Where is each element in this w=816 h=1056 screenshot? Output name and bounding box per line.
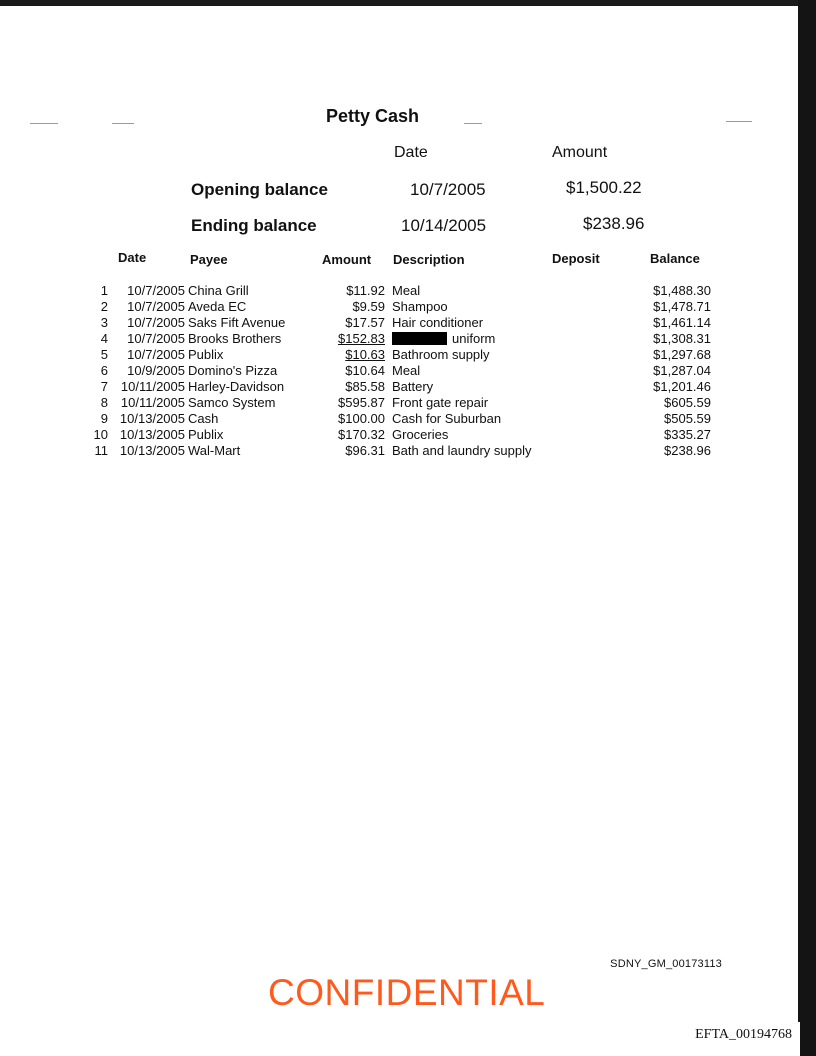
row-description: Front gate repair (392, 395, 489, 410)
row-number: 5 (100, 347, 108, 362)
row-date: 10/7/2005 (127, 283, 185, 298)
page-title: Petty Cash (326, 106, 420, 126)
row-description: Groceries (392, 427, 449, 442)
row-amount: $17.57 (345, 315, 385, 330)
row-payee: Saks Fift Avenue (188, 315, 286, 330)
scan-top-edge (0, 0, 816, 6)
summary-date-header: Date (394, 144, 428, 161)
table-row (0, 427, 816, 443)
row-balance: $1,461.14 (653, 315, 711, 330)
table-row (0, 411, 816, 427)
row-description: Hair conditioner (392, 315, 484, 330)
ending-balance-label: Ending balance (191, 216, 317, 235)
row-balance: $1,478.71 (653, 299, 711, 314)
row-amount: $595.87 (338, 395, 385, 410)
row-number: 1 (100, 283, 108, 298)
row-number: 9 (100, 411, 108, 426)
row-balance: $1,297.68 (653, 347, 711, 362)
table-row (0, 395, 816, 411)
row-number: 8 (100, 395, 108, 410)
footer-strip (0, 1022, 800, 1056)
row-date: 10/11/2005 (120, 379, 185, 394)
row-number: 3 (100, 315, 108, 330)
opening-balance-label: Opening balance (191, 180, 328, 199)
scan-right-edge (798, 0, 816, 1056)
row-description: Cash for Suburban (392, 411, 502, 426)
row-payee: Domino's Pizza (188, 363, 278, 378)
row-balance: $505.59 (664, 411, 711, 426)
table-row (0, 299, 816, 315)
column-header-balance: Balance (650, 251, 700, 266)
row-amount: $85.58 (345, 379, 385, 394)
row-date: 10/7/2005 (127, 347, 185, 362)
table-row (0, 283, 816, 299)
column-header-description: Description (393, 252, 465, 267)
row-description: Shampoo (392, 299, 448, 314)
row-payee: Wal-Mart (188, 443, 241, 458)
row-date: 10/13/2005 (119, 411, 185, 426)
row-payee: Publix (188, 347, 224, 362)
row-number: 7 (100, 379, 108, 394)
scan-mark (30, 123, 58, 124)
row-number: 6 (100, 363, 108, 378)
row-amount: $96.31 (345, 443, 385, 458)
confidential-stamp: CONFIDENTIAL (268, 972, 546, 1013)
opening-balance-date: 10/7/2005 (410, 180, 486, 199)
row-date: 10/9/2005 (127, 363, 185, 378)
row-number: 4 (100, 331, 108, 346)
table-row (0, 347, 816, 363)
column-header-date: Date (118, 250, 147, 265)
row-date: 10/13/2005 (119, 443, 185, 458)
table-row (0, 363, 816, 379)
row-amount: $10.63 (345, 347, 385, 362)
ending-balance-amount: $238.96 (583, 214, 645, 233)
row-description: Battery (392, 379, 434, 394)
row-number: 2 (100, 299, 108, 314)
row-description: Bathroom supply (392, 347, 490, 362)
row-number: 11 (94, 443, 108, 458)
row-payee: Cash (188, 411, 219, 426)
row-amount: $9.59 (352, 299, 385, 314)
row-balance: $1,308.31 (653, 331, 711, 346)
opening-balance-amount: $1,500.22 (566, 178, 642, 197)
row-payee: Aveda EC (188, 299, 247, 314)
summary-amount-header: Amount (552, 144, 608, 161)
scan-mark (726, 121, 752, 122)
efta-number: EFTA_00194768 (695, 1027, 792, 1042)
row-balance: $605.59 (664, 395, 711, 410)
row-number: 10 (93, 427, 108, 442)
row-payee: Samco System (188, 395, 276, 410)
bates-number: SDNY_GM_00173113 (610, 958, 722, 970)
row-description: Meal (392, 283, 421, 298)
row-date: 10/13/2005 (119, 427, 185, 442)
row-description (392, 331, 495, 347)
row-date: 10/7/2005 (127, 331, 185, 346)
row-balance: $238.96 (664, 443, 711, 458)
row-description: Bath and laundry supply (392, 443, 532, 458)
row-balance: $1,488.30 (653, 283, 711, 298)
table-row (0, 443, 816, 459)
row-balance: $335.27 (664, 427, 711, 442)
row-date: 10/7/2005 (127, 315, 185, 330)
row-amount: $170.32 (338, 427, 385, 442)
row-amount: $152.83 (338, 331, 385, 346)
row-balance: $1,201.46 (653, 379, 711, 394)
ending-balance-date: 10/14/2005 (401, 216, 487, 235)
table-row (0, 379, 816, 395)
table-row (0, 315, 816, 331)
row-description: Meal (392, 363, 421, 378)
row-amount: $10.64 (345, 363, 385, 378)
row-description-text: uniform (452, 331, 496, 346)
scan-mark (112, 123, 134, 124)
row-payee: China Grill (188, 283, 249, 298)
redaction-block (392, 332, 447, 345)
row-balance: $1,287.04 (653, 363, 711, 378)
row-date: 10/7/2005 (127, 299, 185, 314)
table-row (0, 331, 816, 347)
row-payee: Brooks Brothers (188, 331, 282, 346)
row-payee: Publix (188, 427, 224, 442)
row-amount: $100.00 (338, 411, 385, 426)
column-header-amount: Amount (322, 252, 372, 267)
row-date: 10/11/2005 (120, 395, 185, 410)
row-amount: $11.92 (346, 283, 385, 298)
column-header-payee: Payee (190, 252, 228, 267)
column-header-deposit: Deposit (552, 251, 600, 266)
row-payee: Harley-Davidson (188, 379, 285, 394)
scan-mark (464, 123, 482, 124)
